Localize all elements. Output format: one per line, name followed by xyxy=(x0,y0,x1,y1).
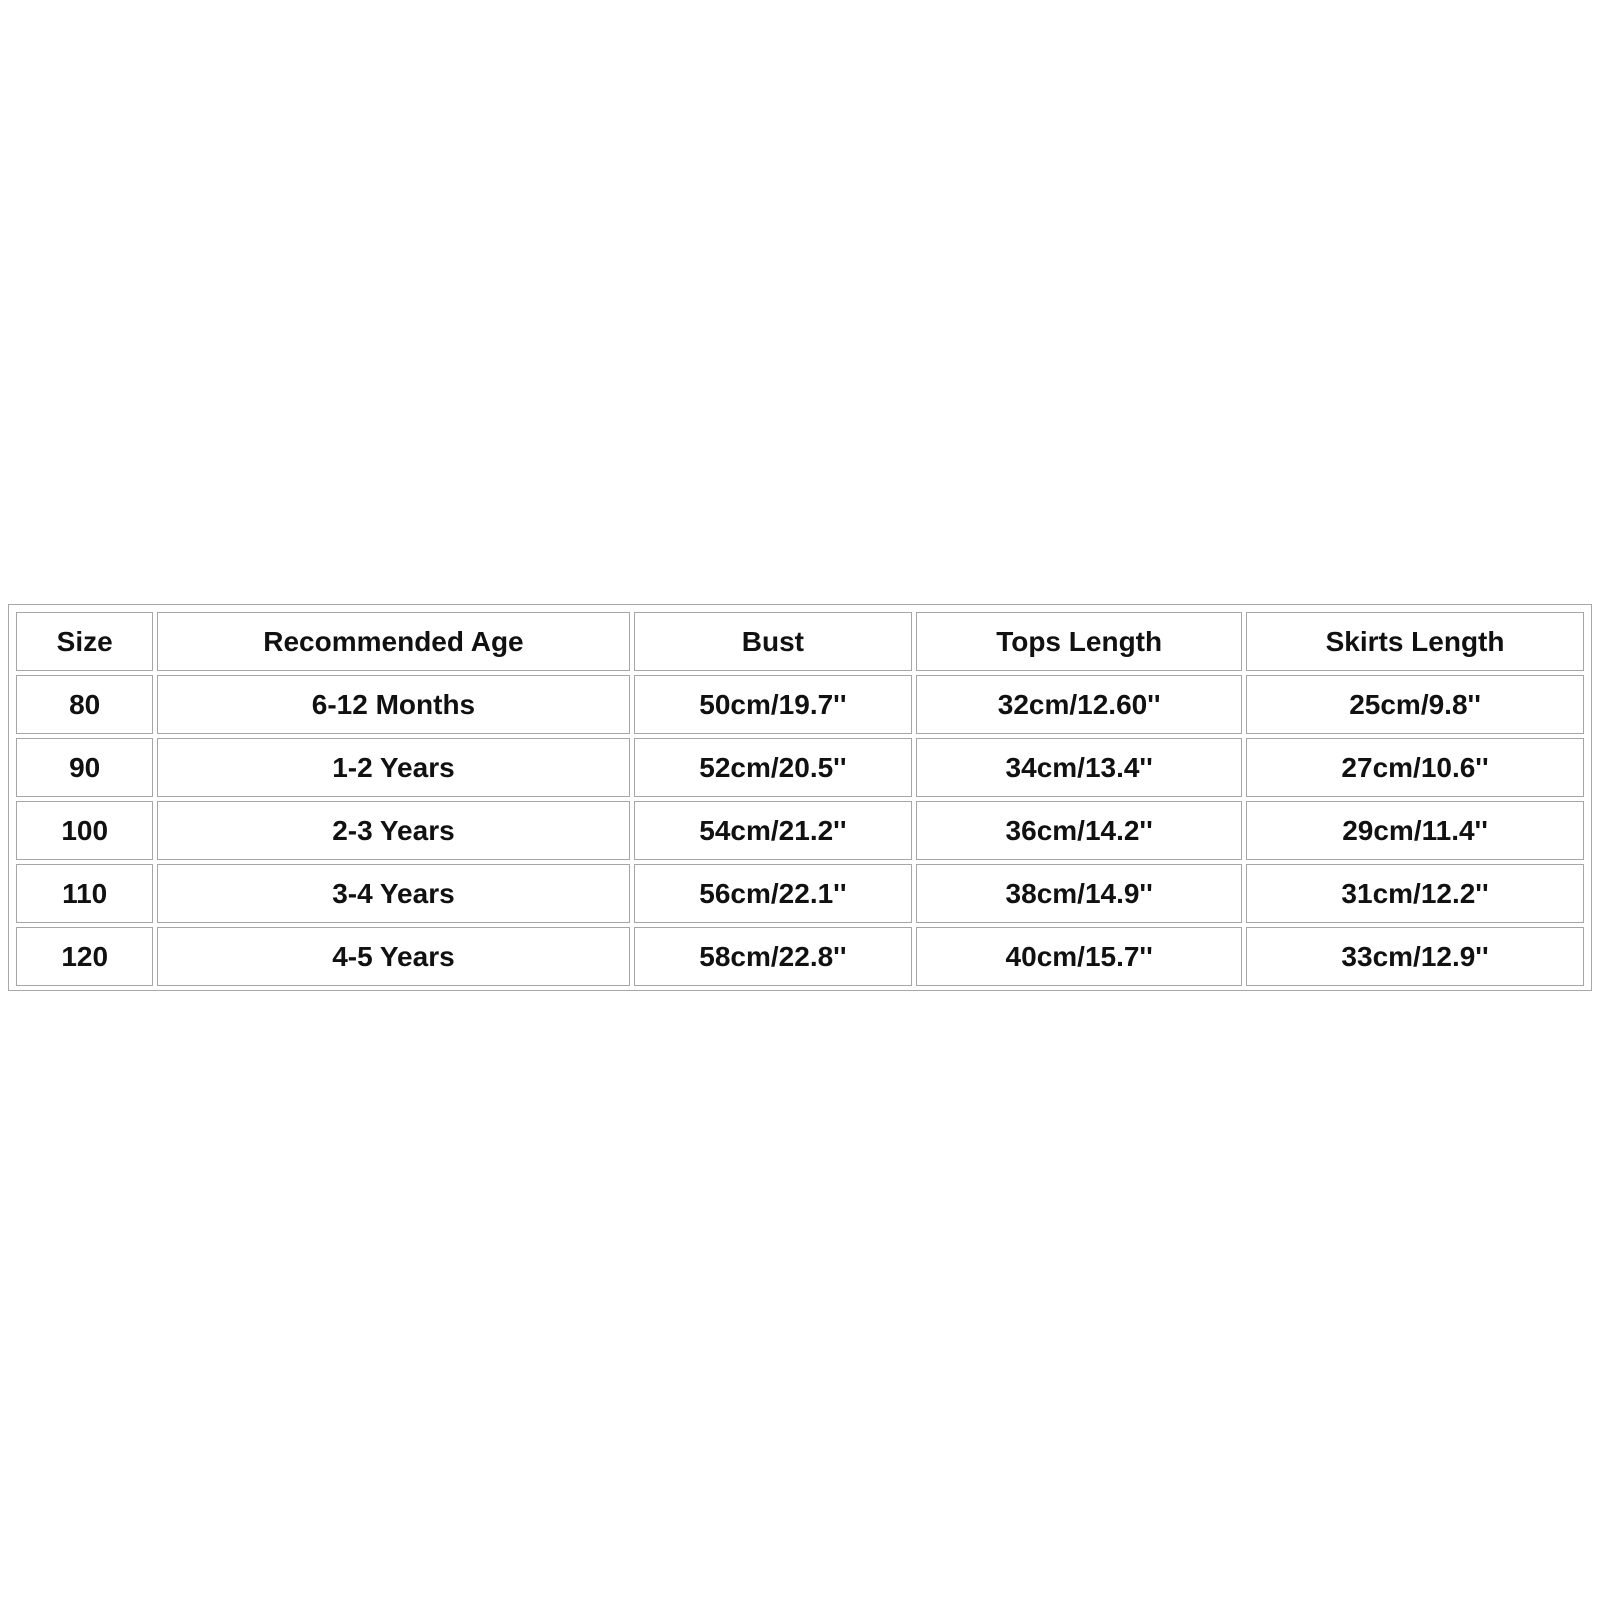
cell-tops-length: 32cm/12.60'' xyxy=(916,675,1242,734)
header-row xyxy=(16,612,1584,671)
cell-recommended-age: 1-2 Years xyxy=(157,738,629,797)
cell-size: 120 xyxy=(16,927,153,986)
cell-bust: 52cm/20.5'' xyxy=(634,738,913,797)
size-chart xyxy=(8,604,1592,991)
header-bust: Bust xyxy=(634,612,913,671)
header-skirts-length: Skirts Length xyxy=(1246,612,1584,671)
header-recommended-age: Recommended Age xyxy=(157,612,629,671)
cell-skirts-length: 29cm/11.4'' xyxy=(1246,801,1584,860)
cell-tops-length: 38cm/14.9'' xyxy=(916,864,1242,923)
cell-tops-length: 36cm/14.2'' xyxy=(916,801,1242,860)
cell-size: 100 xyxy=(16,801,153,860)
cell-skirts-length: 27cm/10.6'' xyxy=(1246,738,1584,797)
cell-bust: 58cm/22.8'' xyxy=(634,927,913,986)
cell-size: 110 xyxy=(16,864,153,923)
table-row xyxy=(16,738,1584,797)
cell-recommended-age: 4-5 Years xyxy=(157,927,629,986)
cell-tops-length: 40cm/15.7'' xyxy=(916,927,1242,986)
cell-recommended-age: 2-3 Years xyxy=(157,801,629,860)
cell-bust: 50cm/19.7'' xyxy=(634,675,913,734)
size-chart-table xyxy=(12,608,1588,990)
header-tops-length: Tops Length xyxy=(916,612,1242,671)
header-size: Size xyxy=(16,612,153,671)
table-row xyxy=(16,675,1584,734)
cell-size: 90 xyxy=(16,738,153,797)
table-row xyxy=(16,864,1584,923)
table-row xyxy=(16,927,1584,986)
cell-bust: 56cm/22.1'' xyxy=(634,864,913,923)
cell-skirts-length: 25cm/9.8'' xyxy=(1246,675,1584,734)
cell-tops-length: 34cm/13.4'' xyxy=(916,738,1242,797)
cell-bust: 54cm/21.2'' xyxy=(634,801,913,860)
cell-recommended-age: 6-12 Months xyxy=(157,675,629,734)
cell-recommended-age: 3-4 Years xyxy=(157,864,629,923)
table-row xyxy=(16,801,1584,860)
cell-skirts-length: 33cm/12.9'' xyxy=(1246,927,1584,986)
cell-skirts-length: 31cm/12.2'' xyxy=(1246,864,1584,923)
cell-size: 80 xyxy=(16,675,153,734)
